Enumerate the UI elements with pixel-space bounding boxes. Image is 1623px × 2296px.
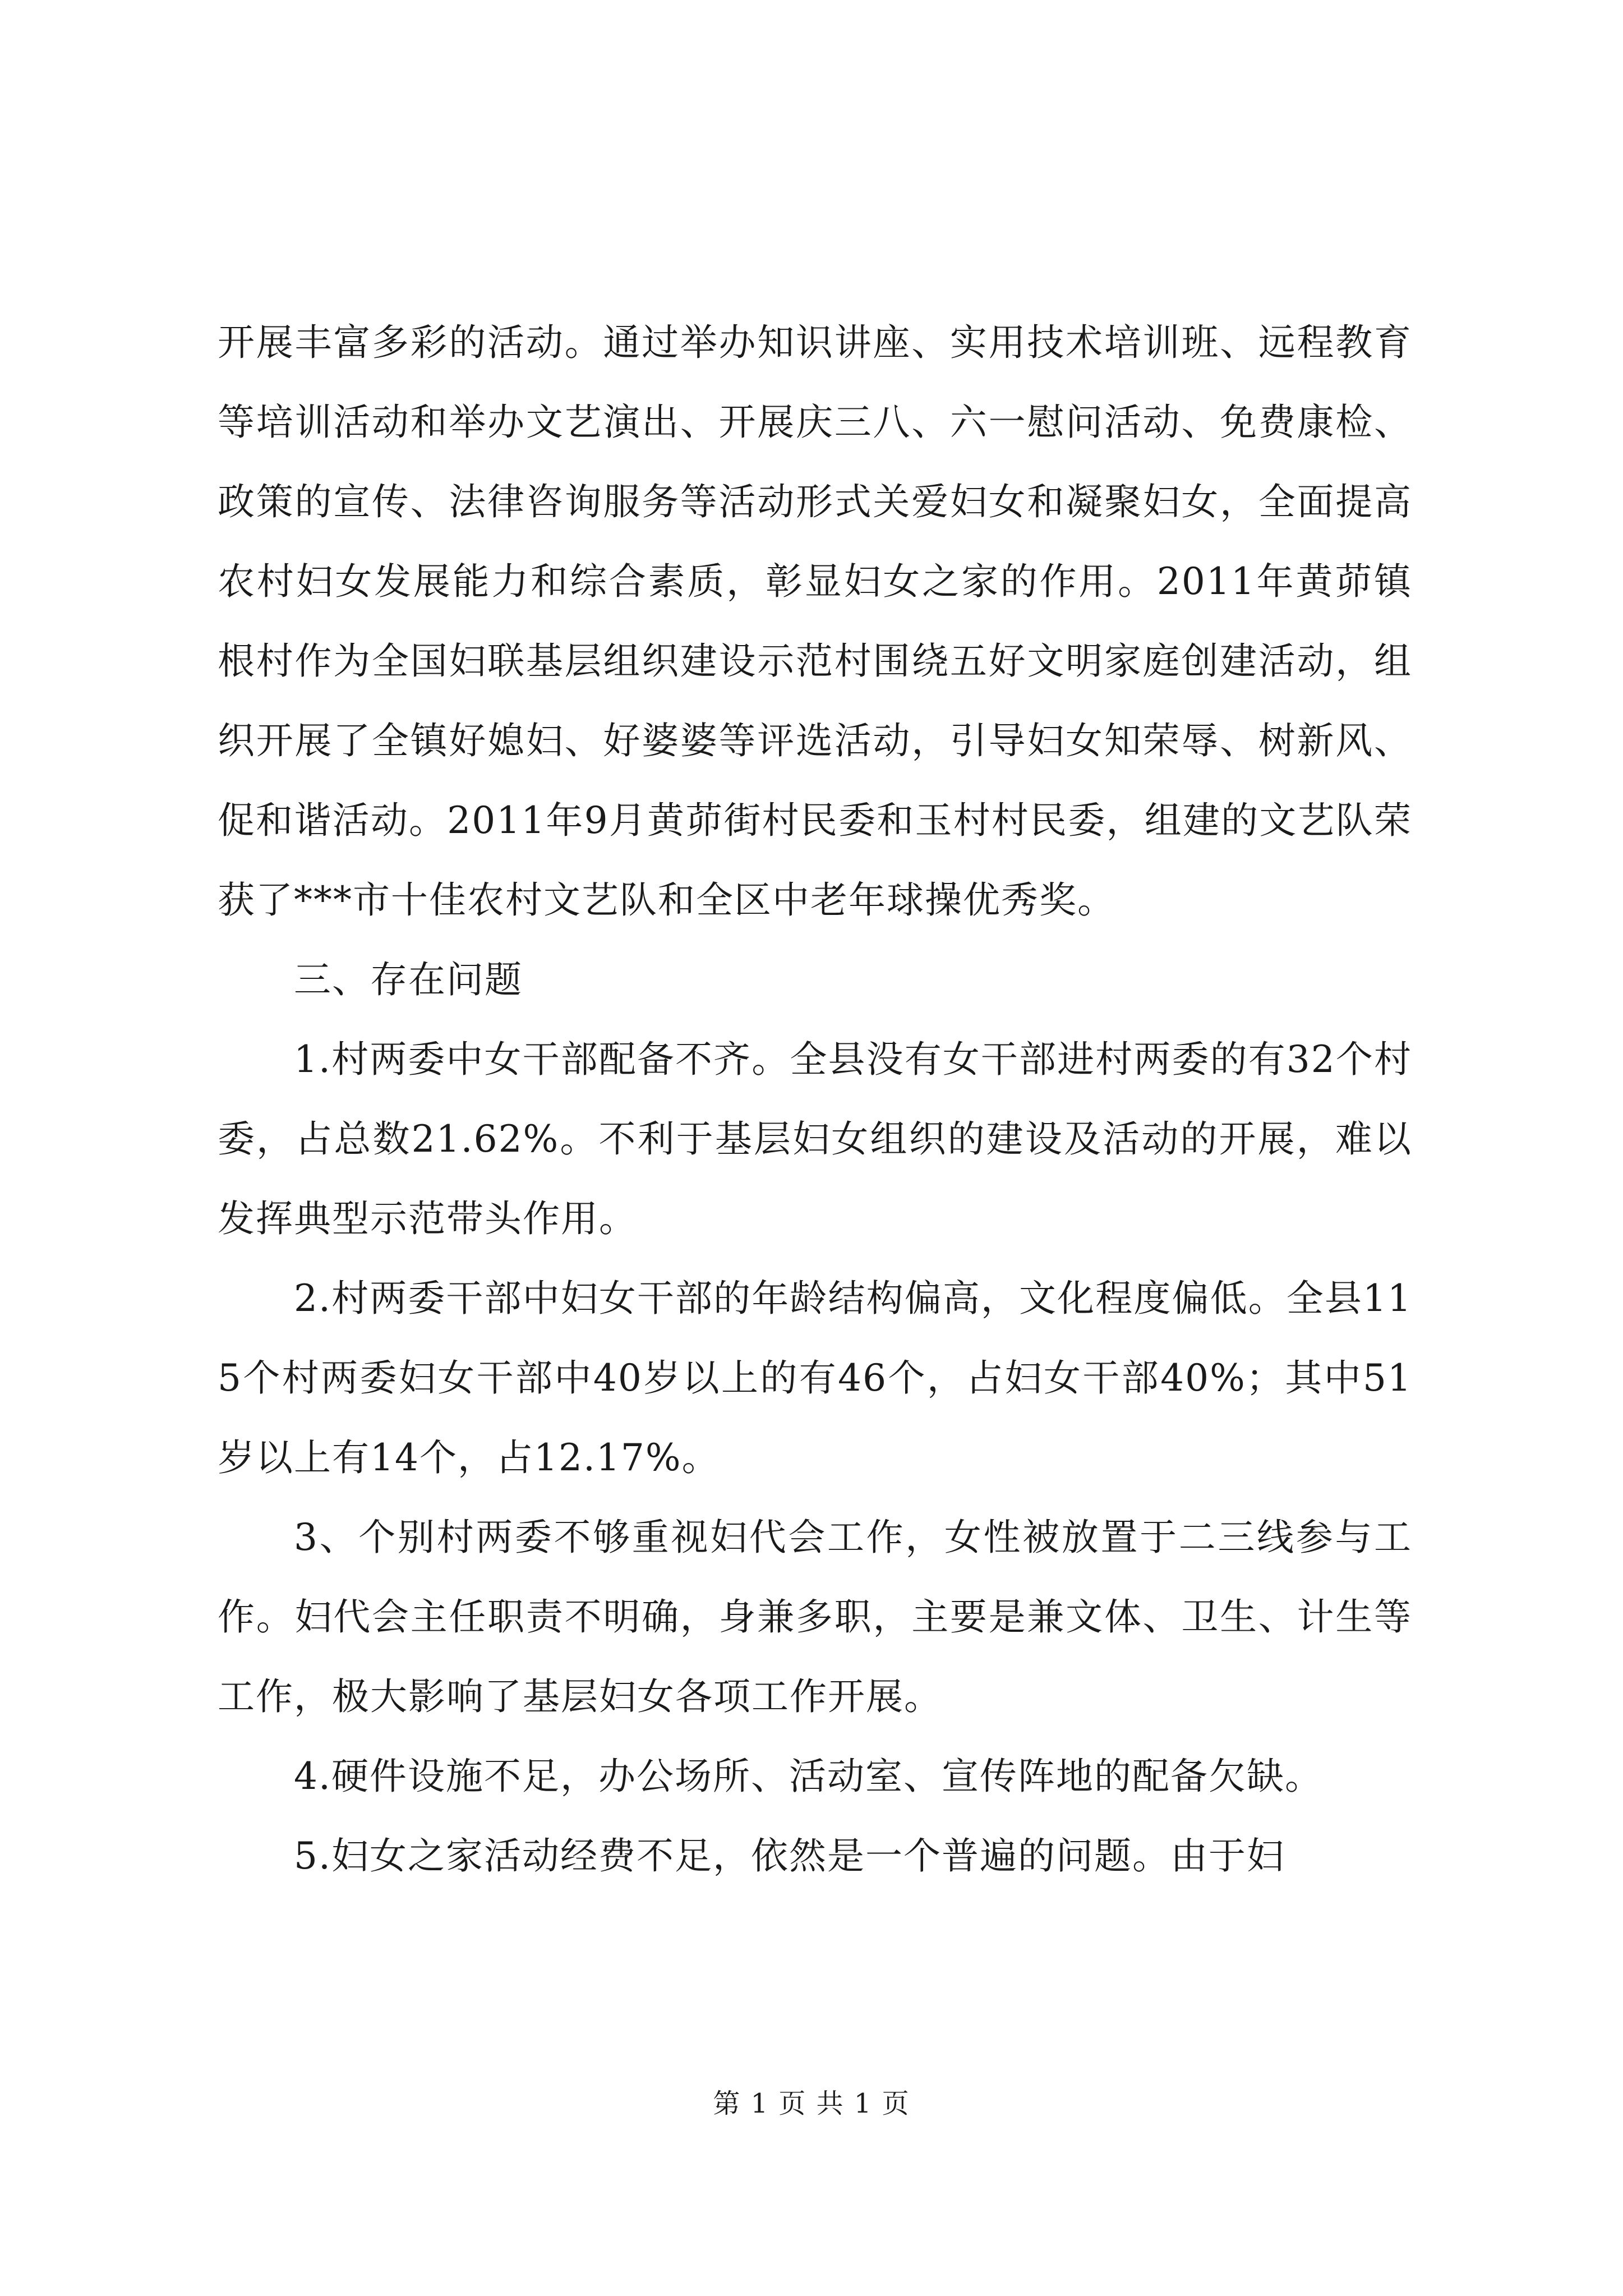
page-footer: 第 1 页 共 1 页 [713, 2088, 910, 2119]
document-body [218, 303, 1412, 1896]
section-heading-problems: 三、存在问题 [294, 958, 523, 1001]
paragraph-problem-3: 3、个别村两委不够重视妇代会工作，女性被放置于二三线参与工作。妇代会主任职责不明确，身兼多职，主要是兼文体、卫生、计生等工作，极大影响了基层妇女各项工作开展。 [218, 1516, 1412, 1718]
paragraph-problem-2: 2.村两委干部中妇女干部的年龄结构偏高，文化程度偏低。全县115个村两委妇女干部中40岁以上的有46个，占妇女干部40%；其中51岁以上有14个，占12.17%。 [218, 1277, 1412, 1479]
paragraph-problem-5: 5.妇女之家活动经费不足，依然是一个普遍的问题。由于妇 [294, 1834, 1285, 1878]
paragraph-activities-continued: 开展丰富多彩的活动。通过举办知识讲座、实用技术培训班、远程教育等培训活动和举办文艺演出、开展庆三八、六一慰问活动、免费康检、政策的宣传、法律咨询服务等活动形式关爱妇女和凝聚妇女，全面提高农村妇女发展能力和综合素质，彰显妇女之家的作用。2011年黄茆镇根村作为全国妇联基层组织建设示范村围绕五好文明家庭创建活动，组织开展了全镇好媳妇、好婆婆等评选活动，引导妇女知荣辱、树新风、促和谐活动。2011年9月黄茆街村民委和玉村村民委，组建的文艺队荣获了***市十佳农村文艺队和全区中老年球操优秀奖。 [218, 321, 1412, 922]
paragraph-problem-1: 1.村两委中女干部配备不齐。全县没有女干部进村两委的有32个村委，占总数21.62%。不利于基层妇女组织的建设及活动的开展，难以发挥典型示范带头作用。 [218, 1038, 1412, 1240]
paragraph-problem-4: 4.硬件设施不足，办公场所、活动室、宣传阵地的配备欠缺。 [294, 1755, 1323, 1798]
